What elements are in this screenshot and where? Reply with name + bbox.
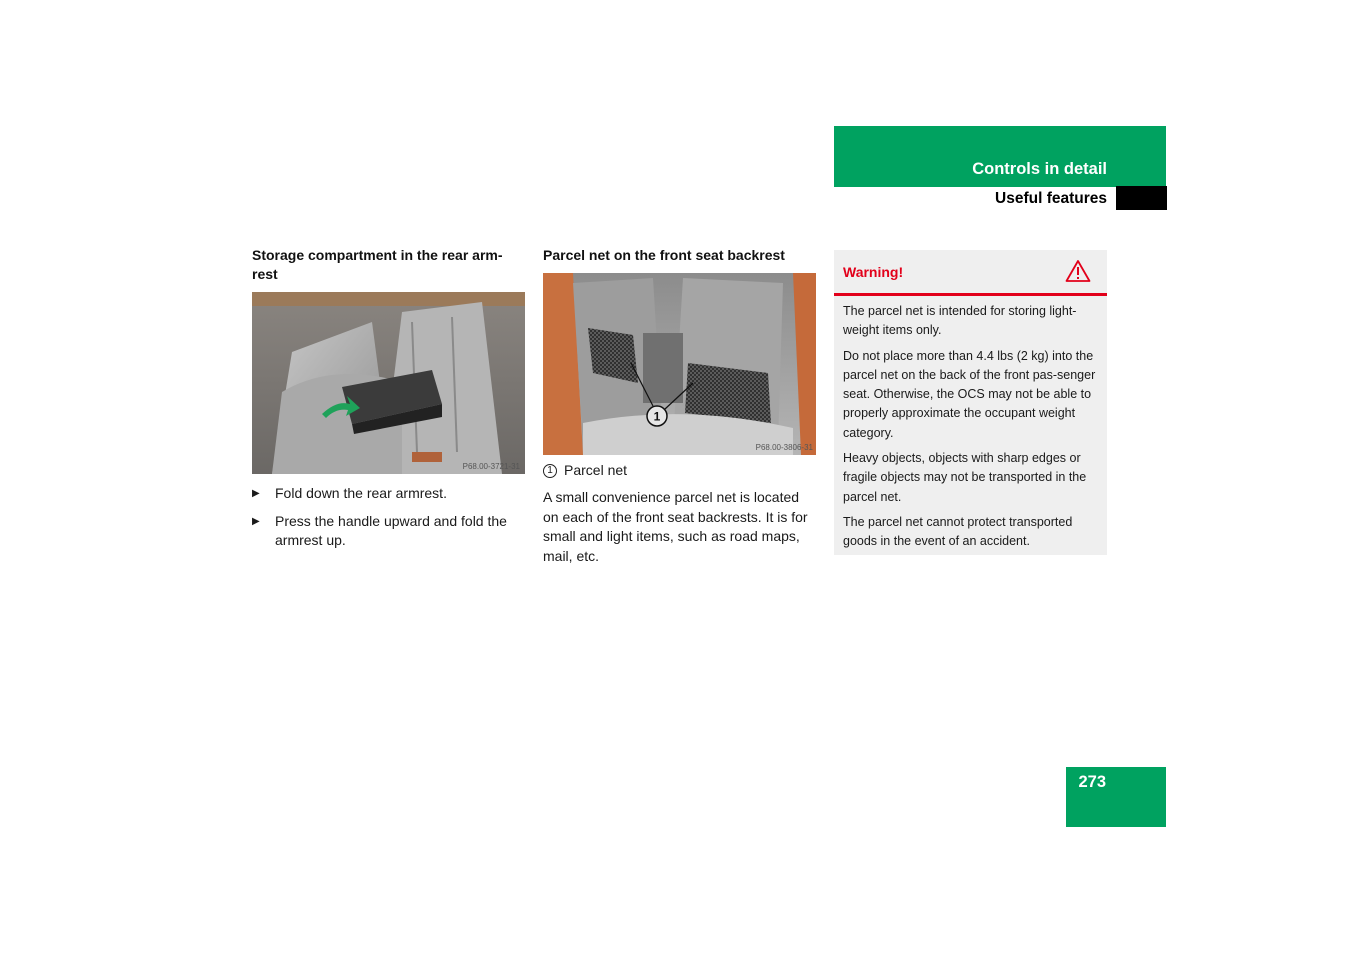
section-title: Useful features <box>995 190 1107 207</box>
warning-paragraph: Heavy objects, objects with sharp edges or fragile objects may not be transported in the parcel net. <box>843 451 1087 504</box>
step-item <box>252 512 525 550</box>
warning-paragraph: The parcel net is intended for storing light-weight items only. <box>843 304 1077 338</box>
armrest-photo <box>252 292 525 474</box>
warning-paragraph: The parcel net cannot protect transported goods in the event of an accident. <box>843 514 1073 549</box>
section-marker <box>1116 186 1167 210</box>
armrest-steps <box>252 484 525 550</box>
step-text: Fold down the rear armrest. <box>275 485 447 501</box>
step-item <box>252 484 525 503</box>
step-text: Press the handle upward and fold the armrest up. <box>275 513 507 548</box>
bullet-arrow-icon: ▶ <box>252 488 260 499</box>
chapter-tab <box>834 126 1166 187</box>
armrest-heading: Storage compartment in the rear arm-rest <box>252 247 503 282</box>
bullet-arrow-icon: ▶ <box>252 516 260 527</box>
column-armrest <box>252 246 525 559</box>
warning-box <box>834 250 1107 555</box>
parcel-net-photo-code: P68.00-3806-31 <box>755 443 813 452</box>
page-number: 273 <box>1078 773 1106 791</box>
chapter-title: Controls in detail <box>972 160 1107 178</box>
page-number-tab <box>1066 767 1166 827</box>
callout-number: 1 <box>653 409 661 424</box>
parcel-net-heading: Parcel net on the front seat backrest <box>543 247 785 263</box>
caption-text: Parcel net <box>564 462 628 478</box>
circled-number-icon: 1 <box>543 464 557 478</box>
warning-header <box>834 250 1107 296</box>
warning-triangle-icon <box>1065 259 1091 283</box>
warning-label: Warning! <box>843 264 904 280</box>
parcel-net-photo <box>543 273 816 455</box>
warning-body <box>834 296 1107 552</box>
parcel-net-caption <box>543 461 816 480</box>
armrest-photo-code: P68.00-3721-31 <box>462 462 520 471</box>
parcel-net-description: A small convenience parcel net is located on each of the front seat backrests. It is for small and light items, such as road maps, mail, etc. <box>543 489 808 564</box>
warning-paragraph: Do not place more than 4.4 lbs (2 kg) into the parcel net on the back of the front pas-senger seat. Otherwise, the OCS may not be able to properly approximate the occupant weight category. <box>843 348 1096 440</box>
column-parcel-net <box>543 246 816 566</box>
